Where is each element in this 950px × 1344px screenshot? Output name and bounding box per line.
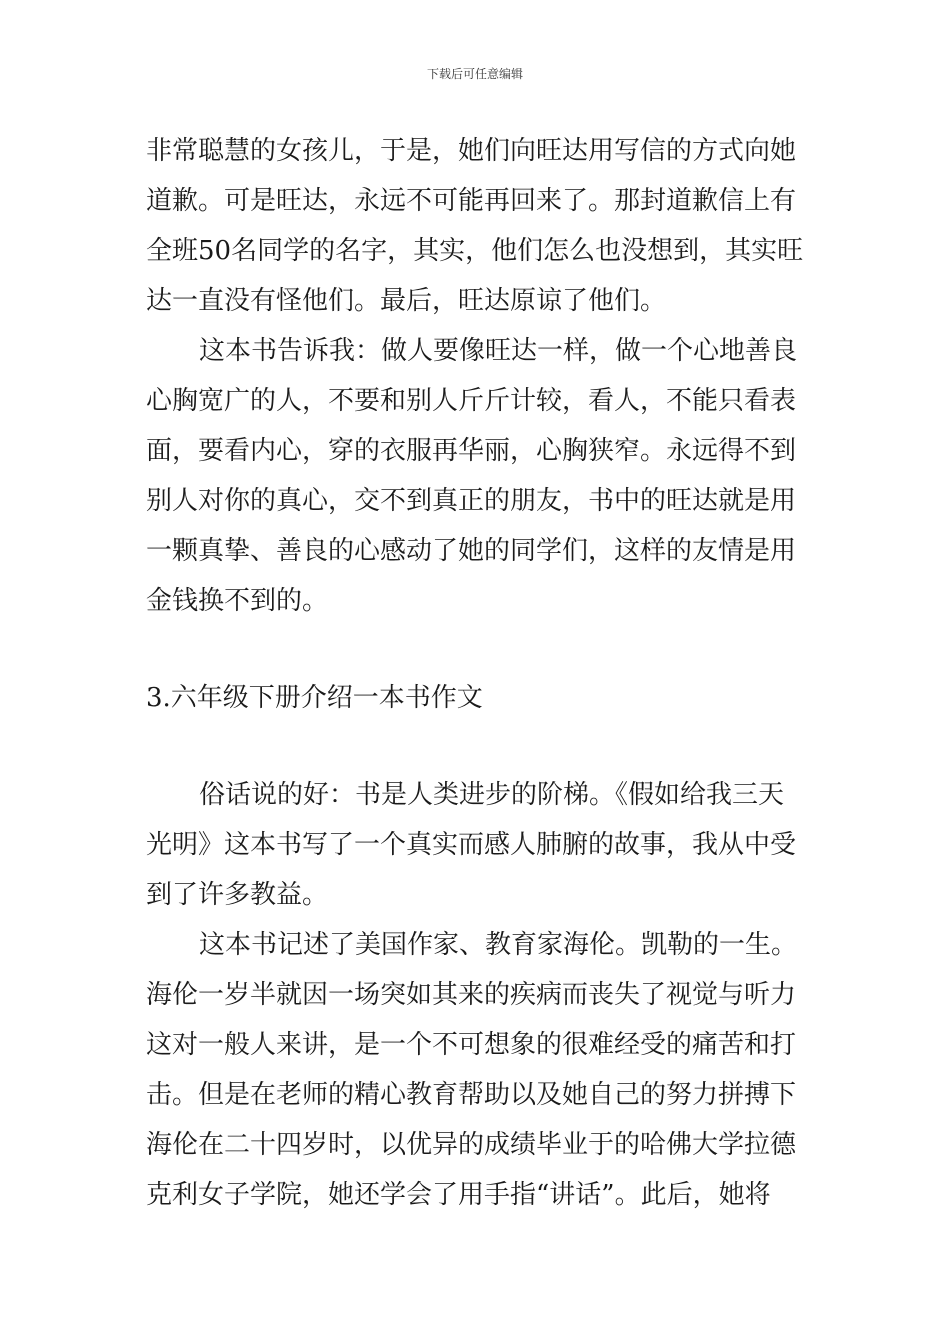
spacer (146, 626, 810, 673)
page-header: 下载后可任意编辑 (426, 67, 523, 81)
text-line: 心胸宽广的人，不要和别人斤斤计较，看人，不能只看表 (146, 386, 797, 416)
paragraph (146, 920, 810, 1220)
paragraph (146, 126, 810, 326)
text-line: 别人对你的真心，交不到真正的朋友，书中的旺达就是用 (146, 486, 797, 516)
text-line: 金钱换不到的。 (146, 586, 329, 616)
text-line: 击。但是在老师的精心教育帮助以及她自己的努力拼搏下 (146, 1080, 797, 1110)
text-line: 全班50名同学的名字，其实，他们怎么也没想到，其实旺 (146, 236, 804, 266)
spacer (146, 723, 810, 770)
heading-text: 3.六年级下册介绍一本书作文 (146, 683, 483, 713)
text-line: 道歉。可是旺达，永远不可能再回来了。那封道歉信上有 (146, 186, 797, 216)
text-line: 这本书记述了美国作家、教育家海伦。凯勒的一生。 (199, 930, 798, 960)
text-line: 克利女子学院，她还学会了用手指“讲话”。此后，她将 (146, 1180, 771, 1210)
document-body (146, 126, 810, 1220)
section-heading (146, 673, 810, 723)
paragraph (146, 326, 810, 626)
text-line: 面，要看内心，穿的衣服再华丽，心胸狭窄。永远得不到 (146, 436, 797, 466)
text-line: 俗话说的好：书是人类进步的阶梯。《假如给我三天 (199, 780, 785, 810)
paragraph (146, 770, 810, 920)
text-line: 这本书告诉我：做人要像旺达一样，做一个心地善良 (199, 336, 798, 366)
text-line: 光明》这本书写了一个真实而感人肺腑的故事，我从中受 (146, 830, 797, 860)
text-line: 达一直没有怪他们。最后，旺达原谅了他们。 (146, 286, 667, 316)
text-line: 非常聪慧的女孩儿，于是，她们向旺达用写信的方式向她 (146, 136, 797, 166)
text-line: 到了许多教益。 (146, 880, 329, 910)
text-line: 海伦在二十四岁时，以优异的成绩毕业于的哈佛大学拉德 (146, 1130, 797, 1160)
text-line: 海伦一岁半就因一场突如其来的疾病而丧失了视觉与听力 (146, 980, 797, 1010)
text-line: 一颗真挚、善良的心感动了她的同学们，这样的友情是用 (146, 536, 797, 566)
text-line: 这对一般人来讲，是一个不可想象的很难经受的痛苦和打 (146, 1030, 797, 1060)
